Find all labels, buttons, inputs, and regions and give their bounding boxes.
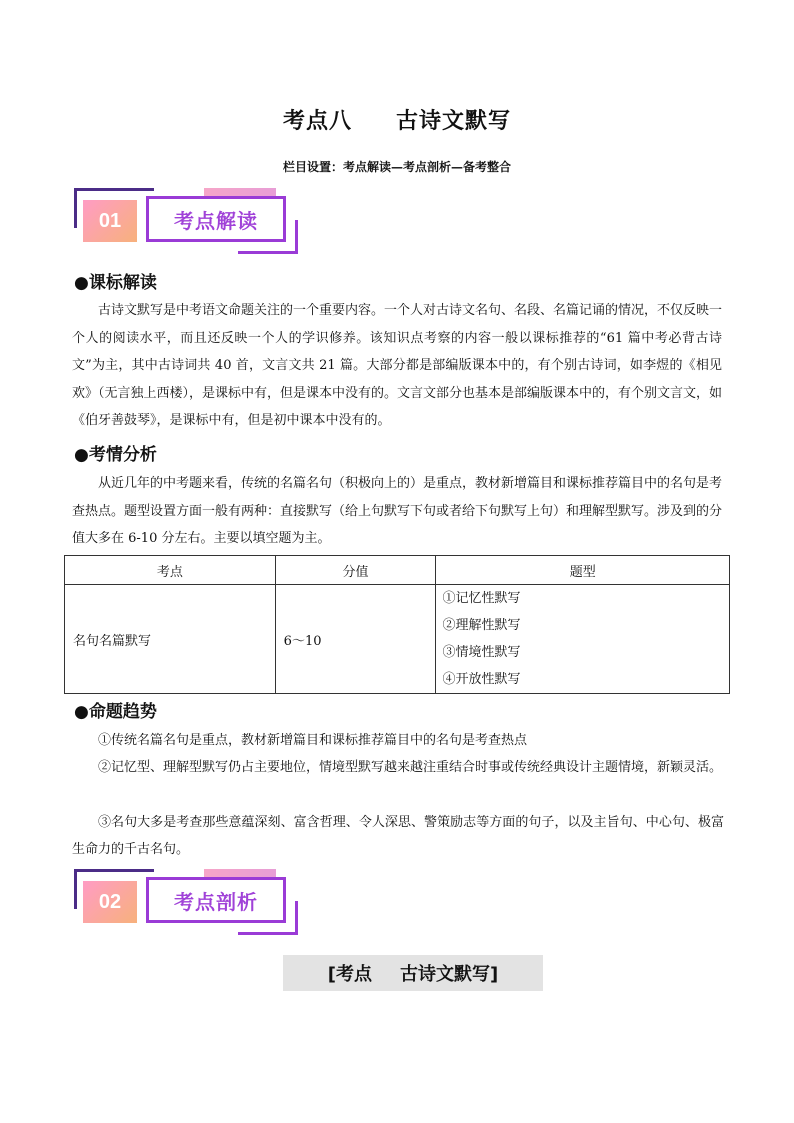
para-kaoqing: 从近几年的中考题来看，传统的名篇名句（积极向上的）是重点，教材新增篇目和课标推荐篇目中的名句是考查热点。题型设置方面一般有两种：直接默写（给上句默写下句或者给下句默写上句）和理解型默写。涉及到的分值大多在 6-10 分左右。主要以填空题为主。 [72, 476, 723, 546]
kaodian-bar-left: [考点 [327, 964, 372, 985]
table-cell-kaodian: 名句名篇默写 [65, 585, 276, 694]
section-badge-01 [74, 188, 298, 254]
kaodian-bar-right: 古诗文默写] [400, 964, 499, 985]
trend-item-1: ①传统名篇名句是重点，教材新增篇目和课标推荐篇目中的名句是考查热点 [98, 733, 528, 748]
table-cell-types [436, 585, 730, 694]
trend-item-2: ②记忆型、理解型默写仍占主要地位，情境型默写越来越注重结合时事或传统经典设计主题情境，新颖灵活。 [98, 760, 723, 775]
type-item: ②理解性默写 [442, 618, 521, 633]
title-part1: 考点八 [282, 109, 352, 134]
badge-number: 01 [83, 200, 137, 242]
heading-qushi: ●命题趋势 [74, 702, 157, 722]
type-item: ①记忆性默写 [442, 591, 521, 606]
kaodian-title-bar [283, 955, 543, 991]
badge-corner-decoration [238, 220, 298, 254]
para-kebiao: 古诗文默写是中考语文命题关注的一个重要内容。一个人对古诗文名句、名段、名篇记诵的情况，不仅反映一个人的阅读水平，而且还反映一个人的学识修养。该知识点考察的内容一般以课标推荐的“61 篇中考必背古诗文”为主，其中古诗词共 40 首，文言文共 21 篇。大部分都是部编版课本中的，有个别古诗词，如李煜的《相见欢》（无言独上西楼），是课标中有，但是课本中没有的。文言文部分也基本是部编版课本中的，有个别文言文，如《伯牙善鼓琴》，是课标中有，但是初中课本中没有的。 [72, 303, 723, 428]
badge-corner-decoration [238, 901, 298, 935]
type-item: ④开放性默写 [442, 672, 521, 687]
table-cell-fenzhi: 6～10 [275, 585, 436, 694]
table-header-row [65, 556, 730, 585]
table-header-cell: 题型 [436, 556, 730, 585]
heading-kaoqing: ●考情分析 [74, 445, 157, 465]
table-header-cell: 分值 [275, 556, 436, 585]
section-badge-02 [74, 869, 298, 935]
page-title [0, 104, 794, 135]
badge-label: 考点剖析 [146, 877, 286, 923]
trend-item-3: ③名句大多是考查那些意蕴深刻、富含哲理、令人深思、警策励志等方面的句子，以及主旨句、中心句、极富生命力的千古名句。 [72, 815, 724, 857]
table-header-cell: 考点 [65, 556, 276, 585]
exam-table [64, 555, 730, 694]
badge-number: 02 [83, 881, 137, 923]
heading-kebiao: ●课标解读 [74, 273, 157, 293]
type-item: ③情境性默写 [442, 645, 521, 660]
table-row [65, 585, 730, 694]
page-subtitle: 栏目设置：考点解读—考点剖析—备考整合 [282, 160, 511, 174]
title-part2: 古诗文默写 [396, 109, 512, 134]
badge-label: 考点解读 [146, 196, 286, 242]
